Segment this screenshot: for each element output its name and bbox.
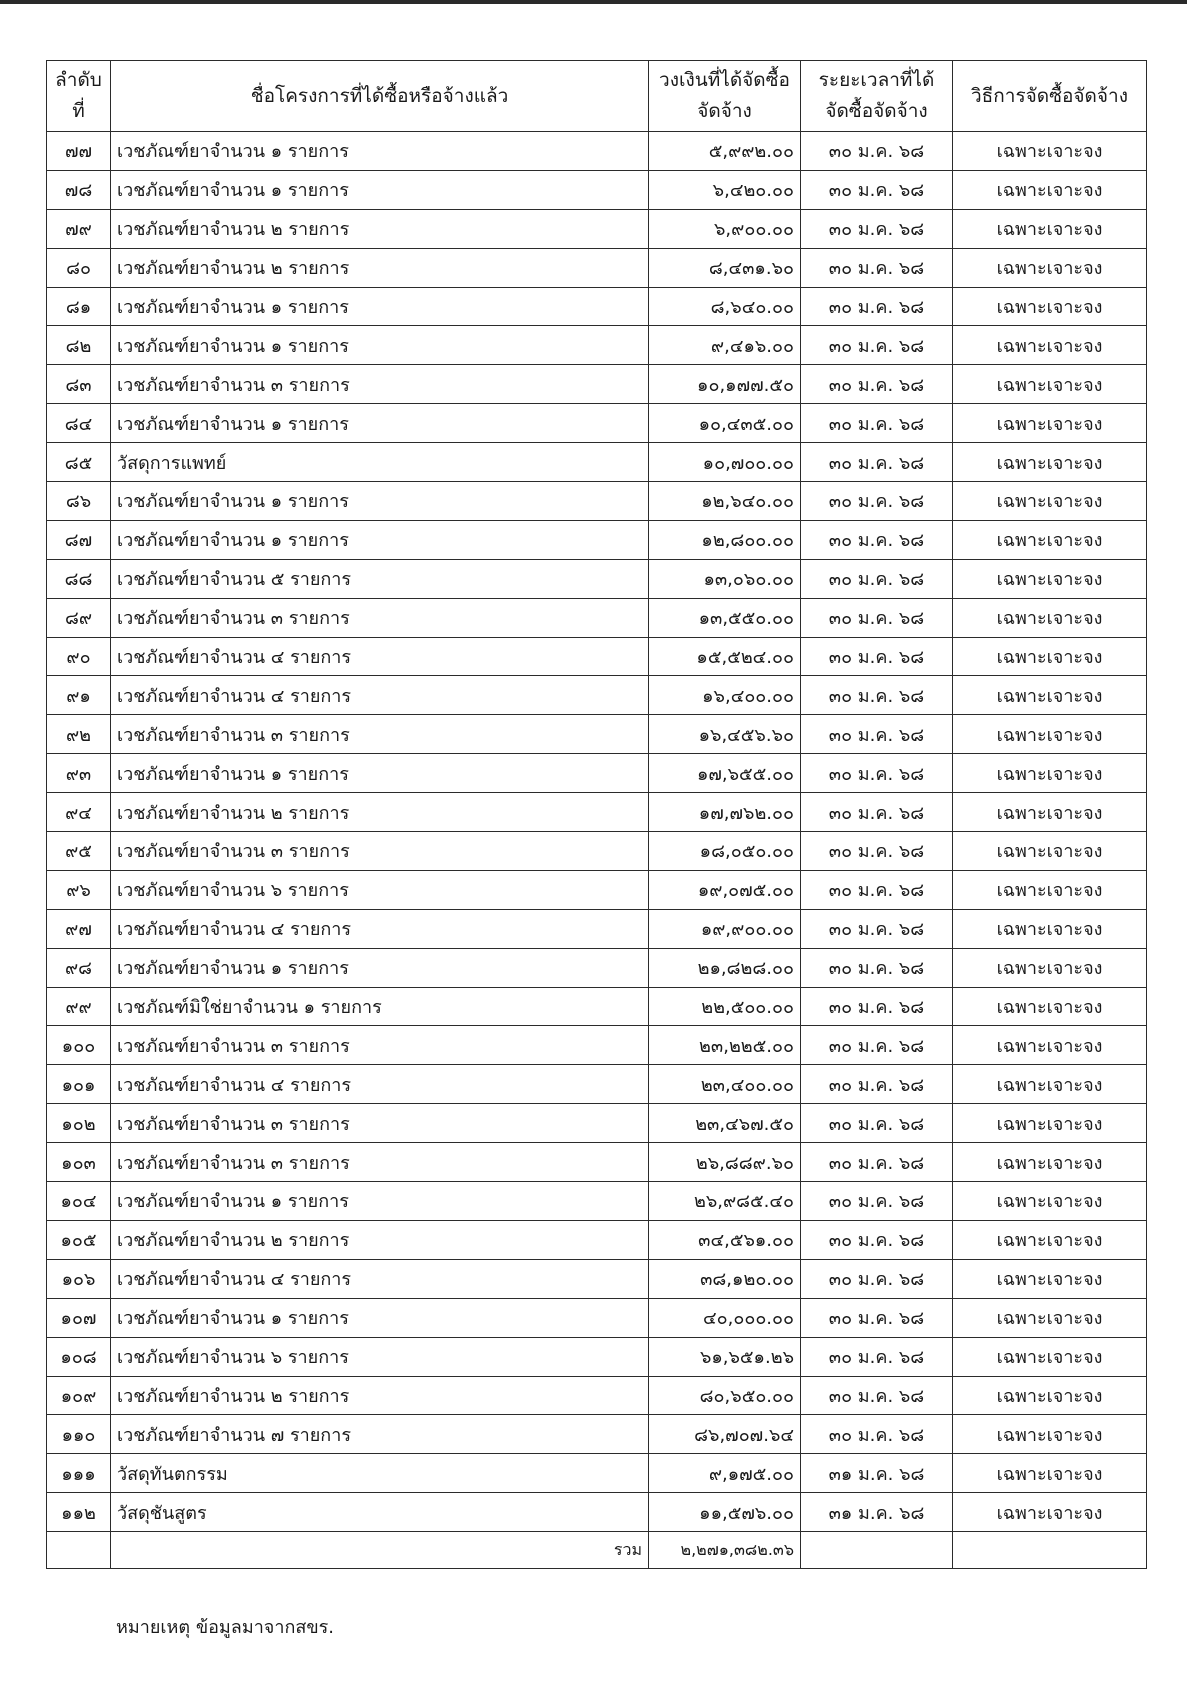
cell-date: ๓๐ ม.ค. ๖๘	[801, 404, 953, 443]
cell-amount: ๘๖,๗๐๗.๖๔	[649, 1415, 801, 1454]
cell-no: ๗๘	[47, 170, 111, 209]
cell-project-name: วัสดุการแพทย์	[111, 443, 649, 482]
cell-date: ๓๐ ม.ค. ๖๘	[801, 1376, 953, 1415]
cell-project-name: เวชภัณฑ์ยาจำนวน ๗ รายการ	[111, 1415, 649, 1454]
table-row	[47, 832, 1147, 871]
total-amount: ๒,๒๗๑,๓๘๒.๓๖	[649, 1532, 801, 1569]
cell-no: ๙๕	[47, 832, 111, 871]
table-header-row	[47, 61, 1147, 132]
cell-amount: ๑๗,๗๖๒.๐๐	[649, 793, 801, 832]
cell-project-name: วัสดุทันตกรรม	[111, 1454, 649, 1493]
cell-project-name: เวชภัณฑ์ยาจำนวน ๓ รายการ	[111, 715, 649, 754]
cell-method: เฉพาะเจาะจง	[953, 1026, 1147, 1065]
cell-amount: ๑๓,๐๖๐.๐๐	[649, 559, 801, 598]
cell-project-name: เวชภัณฑ์ยาจำนวน ๓ รายการ	[111, 598, 649, 637]
table-row	[47, 948, 1147, 987]
cell-date: ๓๐ ม.ค. ๖๘	[801, 987, 953, 1026]
cell-amount: ๕,๙๙๒.๐๐	[649, 132, 801, 171]
cell-project-name: เวชภัณฑ์ยาจำนวน ๔ รายการ	[111, 1259, 649, 1298]
cell-no: ๘๐	[47, 248, 111, 287]
cell-method: เฉพาะเจาะจง	[953, 520, 1147, 559]
header-project-name: ชื่อโครงการที่ได้ซื้อหรือจ้างแล้ว	[111, 61, 649, 132]
cell-method: เฉพาะเจาะจง	[953, 1220, 1147, 1259]
cell-date: ๓๐ ม.ค. ๖๘	[801, 754, 953, 793]
cell-project-name: เวชภัณฑ์ยาจำนวน ๖ รายการ	[111, 870, 649, 909]
table-row	[47, 909, 1147, 948]
cell-project-name: เวชภัณฑ์ยาจำนวน ๔ รายการ	[111, 637, 649, 676]
total-empty-method	[953, 1532, 1147, 1569]
cell-date: ๓๐ ม.ค. ๖๘	[801, 676, 953, 715]
table-row	[47, 170, 1147, 209]
cell-no: ๗๗	[47, 132, 111, 171]
cell-no: ๙๖	[47, 870, 111, 909]
cell-amount: ๒๒,๕๐๐.๐๐	[649, 987, 801, 1026]
cell-date: ๓๐ ม.ค. ๖๘	[801, 909, 953, 948]
cell-method: เฉพาะเจาะจง	[953, 987, 1147, 1026]
cell-amount: ๓๘,๑๒๐.๐๐	[649, 1259, 801, 1298]
cell-project-name: เวชภัณฑ์ยาจำนวน ๑ รายการ	[111, 948, 649, 987]
cell-project-name: วัสดุชันสูตร	[111, 1493, 649, 1532]
cell-date: ๓๐ ม.ค. ๖๘	[801, 482, 953, 521]
cell-date: ๓๑ ม.ค. ๖๘	[801, 1454, 953, 1493]
cell-date: ๓๐ ม.ค. ๖๘	[801, 870, 953, 909]
cell-amount: ๒๖,๘๘๙.๖๐	[649, 1143, 801, 1182]
cell-amount: ๒๑,๘๒๘.๐๐	[649, 948, 801, 987]
header-amount-line2: จัดจ้าง	[697, 100, 752, 122]
cell-amount: ๖,๙๐๐.๐๐	[649, 209, 801, 248]
cell-project-name: เวชภัณฑ์ยาจำนวน ๑ รายการ	[111, 1298, 649, 1337]
table-row	[47, 1065, 1147, 1104]
cell-date: ๓๐ ม.ค. ๖๘	[801, 637, 953, 676]
cell-date: ๓๐ ม.ค. ๖๘	[801, 598, 953, 637]
cell-no: ๙๐	[47, 637, 111, 676]
cell-amount: ๘๐,๖๕๐.๐๐	[649, 1376, 801, 1415]
cell-date: ๓๐ ม.ค. ๖๘	[801, 1415, 953, 1454]
cell-project-name: เวชภัณฑ์ยาจำนวน ๒ รายการ	[111, 1220, 649, 1259]
table-row	[47, 1376, 1147, 1415]
cell-no: ๙๙	[47, 987, 111, 1026]
cell-method: เฉพาะเจาะจง	[953, 870, 1147, 909]
cell-method: เฉพาะเจาะจง	[953, 326, 1147, 365]
cell-project-name: เวชภัณฑ์ยาจำนวน ๓ รายการ	[111, 1143, 649, 1182]
cell-no: ๙๑	[47, 676, 111, 715]
cell-no: ๑๐๓	[47, 1143, 111, 1182]
cell-amount: ๑๐,๔๓๕.๐๐	[649, 404, 801, 443]
cell-method: เฉพาะเจาะจง	[953, 1104, 1147, 1143]
table-row	[47, 1143, 1147, 1182]
table-row	[47, 132, 1147, 171]
cell-method: เฉพาะเจาะจง	[953, 1493, 1147, 1532]
total-row	[47, 1532, 1147, 1569]
cell-method: เฉพาะเจาะจง	[953, 1065, 1147, 1104]
table-row	[47, 676, 1147, 715]
cell-no: ๘๘	[47, 559, 111, 598]
cell-date: ๓๐ ม.ค. ๖๘	[801, 1104, 953, 1143]
table-row	[47, 1182, 1147, 1221]
cell-method: เฉพาะเจาะจง	[953, 248, 1147, 287]
cell-date: ๓๐ ม.ค. ๖๘	[801, 443, 953, 482]
cell-amount: ๒๓,๔๐๐.๐๐	[649, 1065, 801, 1104]
cell-no: ๘๑	[47, 287, 111, 326]
cell-project-name: เวชภัณฑ์ยาจำนวน ๒ รายการ	[111, 793, 649, 832]
cell-date: ๓๐ ม.ค. ๖๘	[801, 793, 953, 832]
cell-method: เฉพาะเจาะจง	[953, 287, 1147, 326]
cell-method: เฉพาะเจาะจง	[953, 1182, 1147, 1221]
cell-amount: ๒๓,๔๖๗.๕๐	[649, 1104, 801, 1143]
cell-date: ๓๐ ม.ค. ๖๘	[801, 287, 953, 326]
cell-no: ๑๑๑	[47, 1454, 111, 1493]
cell-method: เฉพาะเจาะจง	[953, 754, 1147, 793]
header-date-line1: ระยะเวลาที่ได้	[818, 69, 935, 91]
cell-method: เฉพาะเจาะจง	[953, 170, 1147, 209]
cell-method: เฉพาะเจาะจง	[953, 832, 1147, 871]
cell-project-name: เวชภัณฑ์ยาจำนวน ๓ รายการ	[111, 832, 649, 871]
cell-no: ๙๒	[47, 715, 111, 754]
cell-project-name: เวชภัณฑ์ยาจำนวน ๔ รายการ	[111, 676, 649, 715]
table-row	[47, 1337, 1147, 1376]
cell-amount: ๑๒,๖๔๐.๐๐	[649, 482, 801, 521]
cell-no: ๑๐๗	[47, 1298, 111, 1337]
total-empty-date	[801, 1532, 953, 1569]
cell-method: เฉพาะเจาะจง	[953, 1454, 1147, 1493]
cell-project-name: เวชภัณฑ์ยาจำนวน ๖ รายการ	[111, 1337, 649, 1376]
cell-method: เฉพาะเจาะจง	[953, 209, 1147, 248]
cell-method: เฉพาะเจาะจง	[953, 909, 1147, 948]
cell-method: เฉพาะเจาะจง	[953, 365, 1147, 404]
header-date	[801, 61, 953, 132]
cell-project-name: เวชภัณฑ์ยาจำนวน ๑ รายการ	[111, 404, 649, 443]
cell-date: ๓๐ ม.ค. ๖๘	[801, 1220, 953, 1259]
table-row	[47, 365, 1147, 404]
table-row	[47, 598, 1147, 637]
cell-project-name: เวชภัณฑ์ยาจำนวน ๑ รายการ	[111, 1182, 649, 1221]
total-label: รวม	[111, 1532, 649, 1569]
cell-no: ๑๐๔	[47, 1182, 111, 1221]
cell-project-name: เวชภัณฑ์ยาจำนวน ๓ รายการ	[111, 365, 649, 404]
table-row	[47, 287, 1147, 326]
table-row	[47, 248, 1147, 287]
cell-project-name: เวชภัณฑ์ยาจำนวน ๑ รายการ	[111, 482, 649, 521]
cell-method: เฉพาะเจาะจง	[953, 1259, 1147, 1298]
cell-amount: ๘,๔๓๑.๖๐	[649, 248, 801, 287]
cell-no: ๘๔	[47, 404, 111, 443]
cell-project-name: เวชภัณฑ์ยาจำนวน ๓ รายการ	[111, 1104, 649, 1143]
cell-method: เฉพาะเจาะจง	[953, 1298, 1147, 1337]
cell-no: ๘๒	[47, 326, 111, 365]
cell-amount: ๖๑,๖๕๑.๒๖	[649, 1337, 801, 1376]
cell-project-name: เวชภัณฑ์ยาจำนวน ๒ รายการ	[111, 248, 649, 287]
table-row	[47, 1220, 1147, 1259]
cell-project-name: เวชภัณฑ์ยาจำนวน ๑ รายการ	[111, 132, 649, 171]
cell-no: ๑๐๘	[47, 1337, 111, 1376]
cell-no: ๑๐๒	[47, 1104, 111, 1143]
cell-date: ๓๐ ม.ค. ๖๘	[801, 520, 953, 559]
cell-no: ๙๔	[47, 793, 111, 832]
procurement-table	[46, 60, 1147, 1569]
cell-no: ๑๑๒	[47, 1493, 111, 1532]
cell-project-name: เวชภัณฑ์ยาจำนวน ๒ รายการ	[111, 209, 649, 248]
cell-date: ๓๐ ม.ค. ๖๘	[801, 1259, 953, 1298]
table-row	[47, 559, 1147, 598]
cell-method: เฉพาะเจาะจง	[953, 598, 1147, 637]
cell-method: เฉพาะเจาะจง	[953, 715, 1147, 754]
table-body	[47, 132, 1147, 1532]
table-row	[47, 870, 1147, 909]
cell-date: ๓๐ ม.ค. ๖๘	[801, 170, 953, 209]
footnote: หมายเหตุ ข้อมูลมาจากสขร.	[116, 1617, 335, 1638]
total-empty-no	[47, 1532, 111, 1569]
cell-method: เฉพาะเจาะจง	[953, 1143, 1147, 1182]
table-row	[47, 1298, 1147, 1337]
cell-no: ๑๑๐	[47, 1415, 111, 1454]
table-row	[47, 209, 1147, 248]
cell-amount: ๔๐,๐๐๐.๐๐	[649, 1298, 801, 1337]
header-no: ลำดับที่	[47, 61, 111, 132]
cell-no: ๙๗	[47, 909, 111, 948]
header-amount	[649, 61, 801, 132]
cell-project-name: เวชภัณฑ์ยาจำนวน ๑ รายการ	[111, 520, 649, 559]
cell-date: ๓๑ ม.ค. ๖๘	[801, 1493, 953, 1532]
cell-method: เฉพาะเจาะจง	[953, 1337, 1147, 1376]
cell-amount: ๙,๔๑๖.๐๐	[649, 326, 801, 365]
cell-amount: ๑๐,๑๗๗.๕๐	[649, 365, 801, 404]
header-method: วิธีการจัดซื้อจัดจ้าง	[953, 61, 1147, 132]
cell-no: ๘๓	[47, 365, 111, 404]
table-row	[47, 1259, 1147, 1298]
cell-project-name: เวชภัณฑ์ยาจำนวน ๔ รายการ	[111, 909, 649, 948]
cell-project-name: เวชภัณฑ์มิใช่ยาจำนวน ๑ รายการ	[111, 987, 649, 1026]
cell-amount: ๘,๖๔๐.๐๐	[649, 287, 801, 326]
cell-no: ๑๐๑	[47, 1065, 111, 1104]
table-row	[47, 404, 1147, 443]
cell-date: ๓๐ ม.ค. ๖๘	[801, 715, 953, 754]
table-row	[47, 1415, 1147, 1454]
cell-date: ๓๐ ม.ค. ๖๘	[801, 1337, 953, 1376]
table-row	[47, 1493, 1147, 1532]
cell-no: ๗๙	[47, 209, 111, 248]
table-row	[47, 637, 1147, 676]
table-row	[47, 1104, 1147, 1143]
cell-amount: ๑๐,๗๐๐.๐๐	[649, 443, 801, 482]
cell-date: ๓๐ ม.ค. ๖๘	[801, 1026, 953, 1065]
table-row	[47, 754, 1147, 793]
cell-date: ๓๐ ม.ค. ๖๘	[801, 948, 953, 987]
cell-date: ๓๐ ม.ค. ๖๘	[801, 132, 953, 171]
cell-project-name: เวชภัณฑ์ยาจำนวน ๔ รายการ	[111, 1065, 649, 1104]
cell-date: ๓๐ ม.ค. ๖๘	[801, 326, 953, 365]
page-top-edge	[0, 0, 1187, 4]
cell-no: ๙๓	[47, 754, 111, 793]
cell-date: ๓๐ ม.ค. ๖๘	[801, 1143, 953, 1182]
header-amount-line1: วงเงินที่ได้จัดซื้อ	[659, 69, 790, 91]
cell-no: ๘๗	[47, 520, 111, 559]
cell-amount: ๑๖,๔๕๖.๖๐	[649, 715, 801, 754]
cell-project-name: เวชภัณฑ์ยาจำนวน ๑ รายการ	[111, 326, 649, 365]
table-row	[47, 1026, 1147, 1065]
cell-method: เฉพาะเจาะจง	[953, 559, 1147, 598]
cell-amount: ๑๗,๖๕๕.๐๐	[649, 754, 801, 793]
cell-no: ๑๐๐	[47, 1026, 111, 1065]
cell-amount: ๑๕,๕๒๔.๐๐	[649, 637, 801, 676]
cell-method: เฉพาะเจาะจง	[953, 637, 1147, 676]
table-row	[47, 793, 1147, 832]
table-row	[47, 482, 1147, 521]
cell-no: ๙๘	[47, 948, 111, 987]
cell-date: ๓๐ ม.ค. ๖๘	[801, 1298, 953, 1337]
cell-amount: ๑๑,๕๗๖.๐๐	[649, 1493, 801, 1532]
cell-method: เฉพาะเจาะจง	[953, 443, 1147, 482]
cell-date: ๓๐ ม.ค. ๖๘	[801, 559, 953, 598]
cell-method: เฉพาะเจาะจง	[953, 132, 1147, 171]
cell-project-name: เวชภัณฑ์ยาจำนวน ๑ รายการ	[111, 754, 649, 793]
cell-date: ๓๐ ม.ค. ๖๘	[801, 248, 953, 287]
cell-amount: ๑๓,๕๕๐.๐๐	[649, 598, 801, 637]
cell-no: ๑๐๕	[47, 1220, 111, 1259]
table-row	[47, 715, 1147, 754]
cell-date: ๓๐ ม.ค. ๖๘	[801, 209, 953, 248]
cell-method: เฉพาะเจาะจง	[953, 1376, 1147, 1415]
cell-no: ๘๙	[47, 598, 111, 637]
cell-no: ๘๕	[47, 443, 111, 482]
cell-method: เฉพาะเจาะจง	[953, 948, 1147, 987]
cell-project-name: เวชภัณฑ์ยาจำนวน ๕ รายการ	[111, 559, 649, 598]
cell-amount: ๖,๔๒๐.๐๐	[649, 170, 801, 209]
cell-method: เฉพาะเจาะจง	[953, 404, 1147, 443]
header-date-line2: จัดซื้อจัดจ้าง	[825, 100, 928, 122]
cell-amount: ๙,๑๗๕.๐๐	[649, 1454, 801, 1493]
cell-date: ๓๐ ม.ค. ๖๘	[801, 1065, 953, 1104]
table-row	[47, 326, 1147, 365]
cell-method: เฉพาะเจาะจง	[953, 676, 1147, 715]
table-row	[47, 520, 1147, 559]
cell-amount: ๒๖,๙๘๕.๔๐	[649, 1182, 801, 1221]
cell-no: ๑๐๙	[47, 1376, 111, 1415]
cell-no: ๑๐๖	[47, 1259, 111, 1298]
table-row	[47, 1454, 1147, 1493]
cell-amount: ๓๔,๕๖๑.๐๐	[649, 1220, 801, 1259]
cell-amount: ๑๒,๘๐๐.๐๐	[649, 520, 801, 559]
cell-amount: ๑๖,๔๐๐.๐๐	[649, 676, 801, 715]
cell-method: เฉพาะเจาะจง	[953, 793, 1147, 832]
cell-no: ๘๖	[47, 482, 111, 521]
cell-amount: ๑๙,๙๐๐.๐๐	[649, 909, 801, 948]
cell-project-name: เวชภัณฑ์ยาจำนวน ๑ รายการ	[111, 170, 649, 209]
cell-date: ๓๐ ม.ค. ๖๘	[801, 1182, 953, 1221]
cell-amount: ๒๓,๒๒๕.๐๐	[649, 1026, 801, 1065]
cell-method: เฉพาะเจาะจง	[953, 482, 1147, 521]
cell-date: ๓๐ ม.ค. ๖๘	[801, 832, 953, 871]
cell-date: ๓๐ ม.ค. ๖๘	[801, 365, 953, 404]
table-row	[47, 987, 1147, 1026]
table-row	[47, 443, 1147, 482]
cell-project-name: เวชภัณฑ์ยาจำนวน ๒ รายการ	[111, 1376, 649, 1415]
cell-method: เฉพาะเจาะจง	[953, 1415, 1147, 1454]
cell-project-name: เวชภัณฑ์ยาจำนวน ๓ รายการ	[111, 1026, 649, 1065]
cell-amount: ๑๙,๐๗๕.๐๐	[649, 870, 801, 909]
cell-project-name: เวชภัณฑ์ยาจำนวน ๑ รายการ	[111, 287, 649, 326]
cell-amount: ๑๘,๐๕๐.๐๐	[649, 832, 801, 871]
